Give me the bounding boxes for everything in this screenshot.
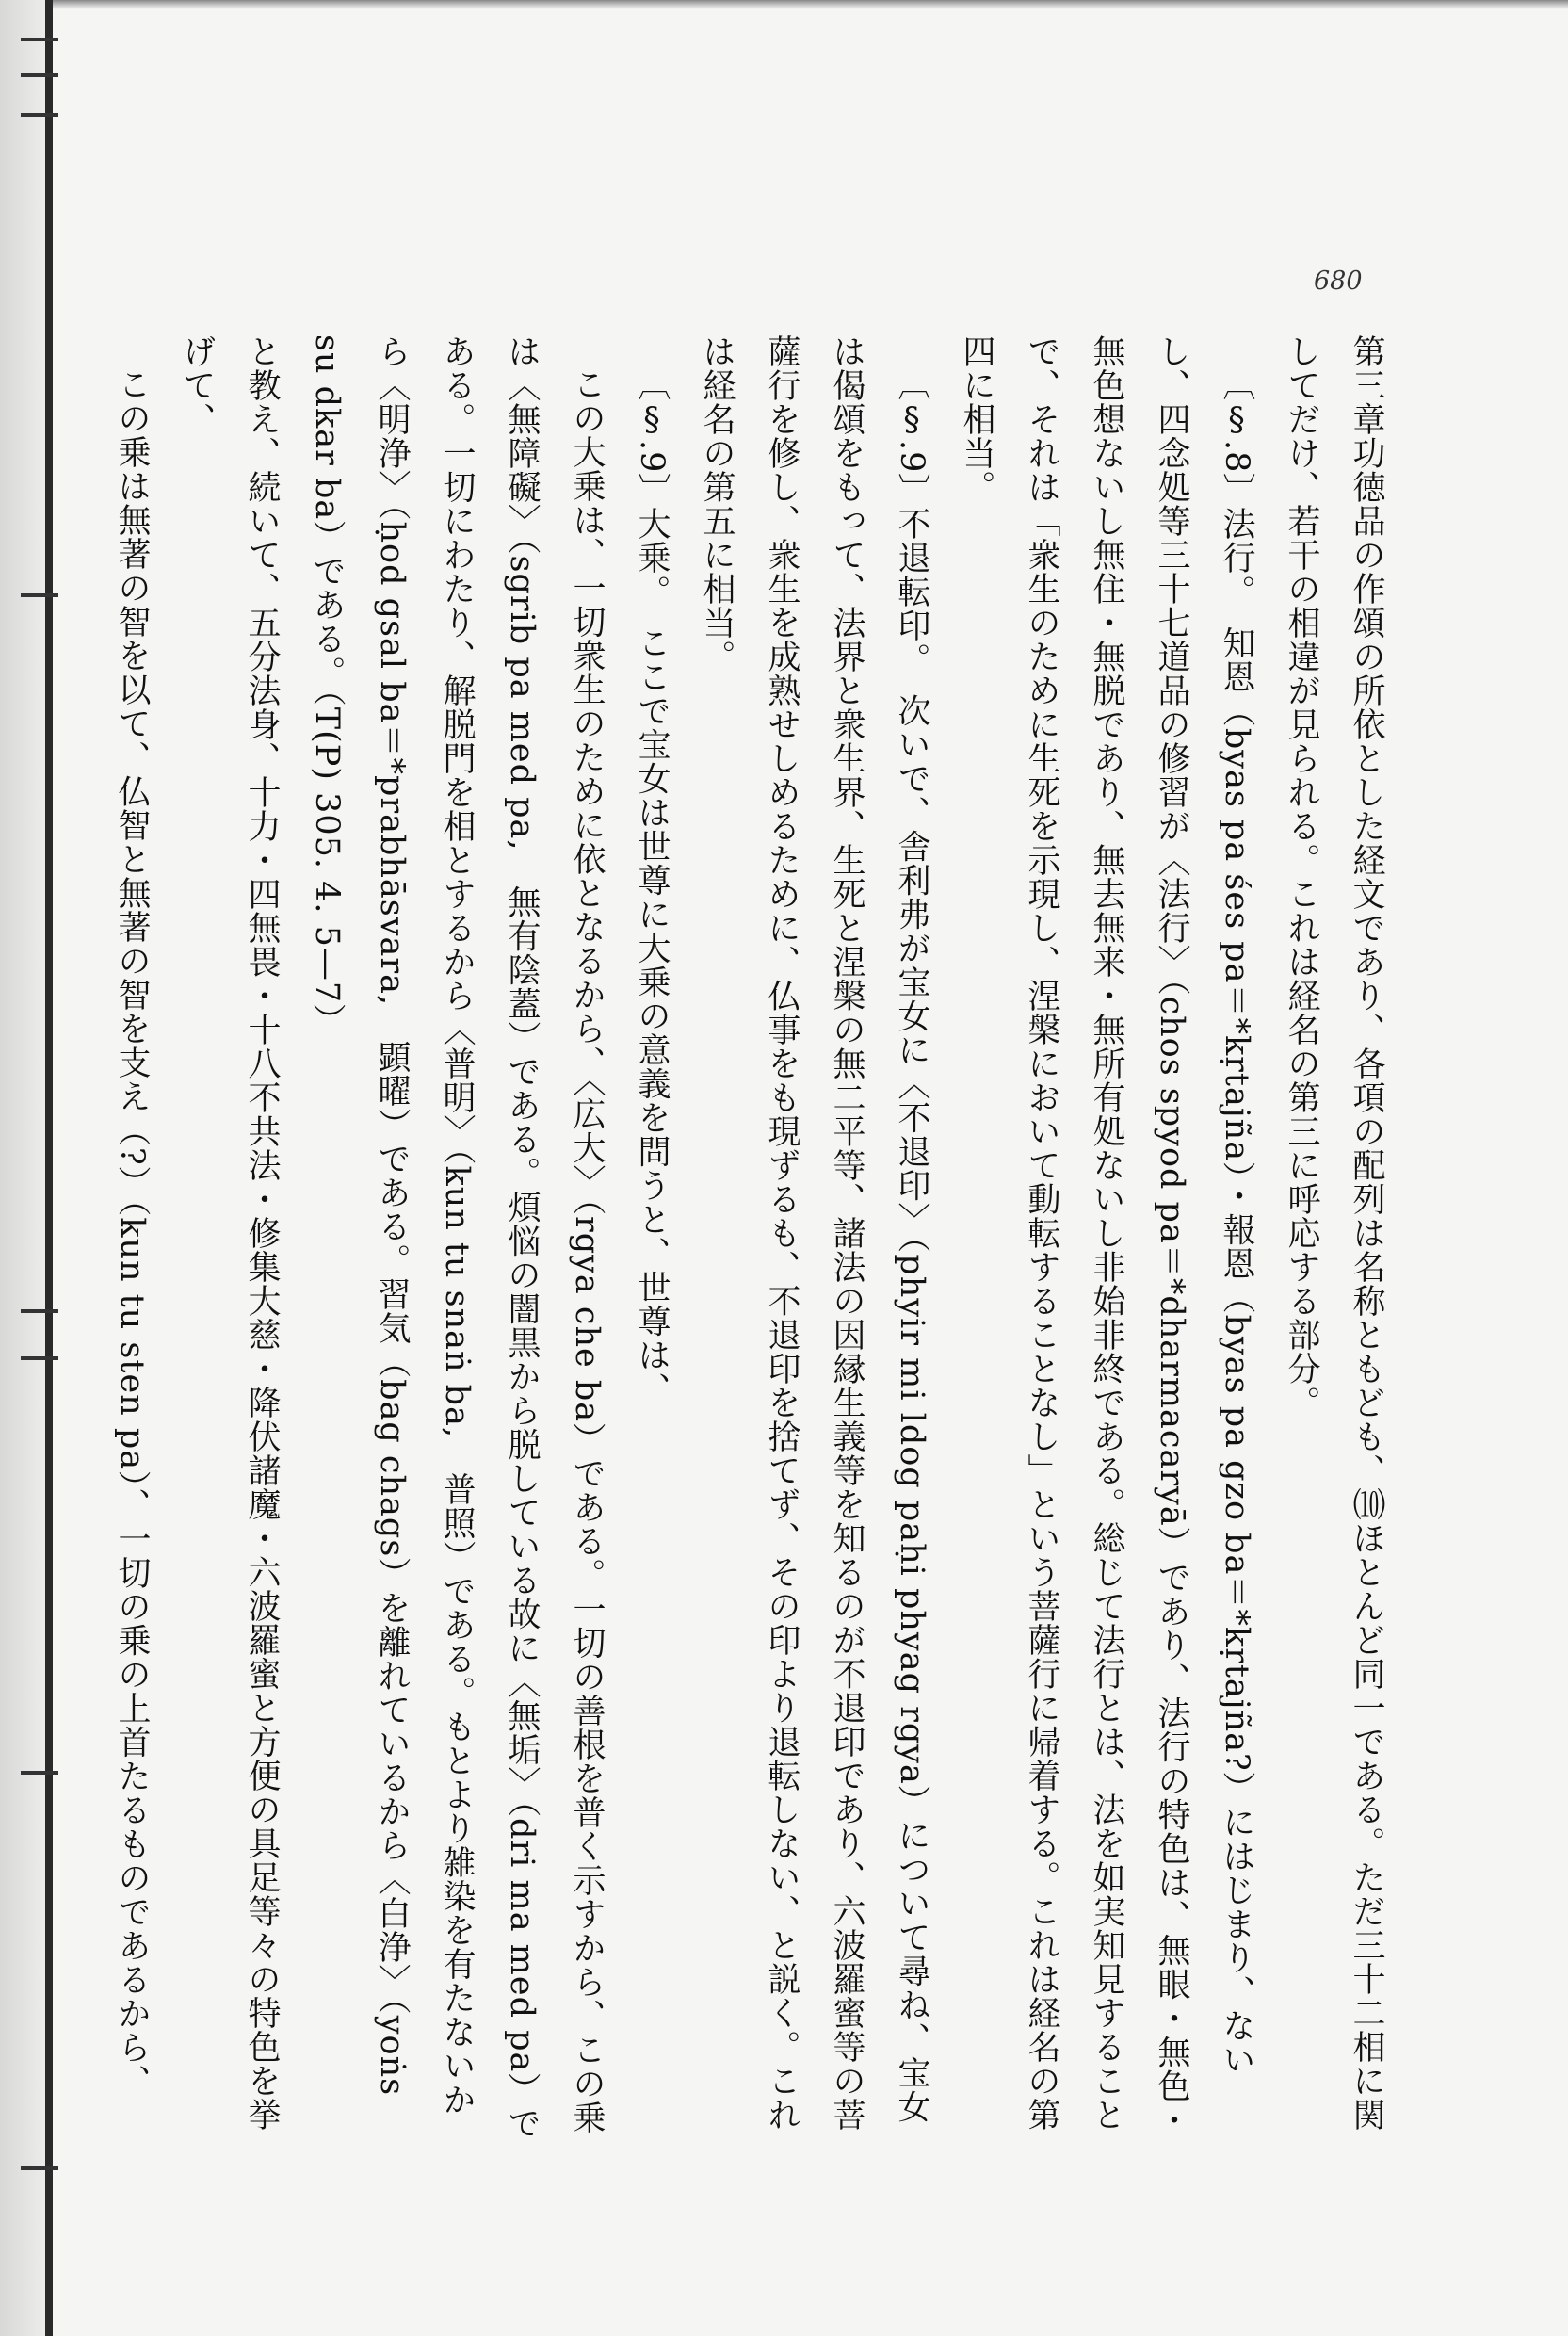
paragraph-mahayana-heading: 〔§.9〕大乗。 ここで宝女は世尊に大乗の意義を問うと、世尊は、 [633,367,671,1406]
binding-line [45,0,53,2336]
paragraph-unattached-wisdom: この乗は無著の智を以て、仏智と無著の智を支え（?）（kun tu sten pa）、一切の乗の上首たるものであるから、 [113,367,151,2099]
page-number: 680 [1314,267,1363,296]
binding-tick [21,593,58,597]
vertical-body-text [99,334,1398,2143]
scan-top-edge [0,0,1568,9]
binding-tick [21,73,58,77]
binding-tick [21,1309,58,1313]
binding-tick [21,113,58,117]
binding-tick [21,1356,58,1360]
paragraph-continued: 第三章功徳品の作頌の所依とした経文であり、各項の配列は名称ともども、⑽ほとんど同一である。ただ三十二相に関してだけ、若干の相違が見られる。これは経名の第三に呼応する部分。 [1283,334,1385,2132]
binding-tick [21,38,58,41]
paragraph-mahayana-quote: この大乗は、一切衆生のために依となるから、〈広大〉（rgya che ba）である。一切の善根を普く示すから、この乗は〈無障礙〉（sgrib pa med pa, 無有陰蓋）である。煩悩の闇黒から脱している故に〈無垢〉（dri ma med pa）である。一切にわたり、解脱門を相とするから〈普明〉（kun tu snaṅ ba, 普照）である。もとより雑染を有たないから〈明浄〉（ḥod gsal ba＝*prabhāsvara, 顕曜）である。習気（bag chags）を離れているから〈白浄〉（yoṅs su dkar ba）である。（T(P) 305. 4. 5—7） [308,334,606,2141]
paragraph-non-retrogression-seal: 〔§.9〕不退転印。 次いで、舎利弗が宝女に〈不退印〉（phyir mi ldog paḥi phyag rgya）について尋ね、宝女は偈頌をもって、法界と衆生界、生死と涅槃の無二平等、諸法の因縁生義等を知るのが不退印であり、六波羅蜜等の菩薩行を修し、衆生を成熟せしめるために、仏事をも現ずるも、不退印を捨てず、その印より退転しない、と説く。これは経名の第五に相当。 [698,334,930,2132]
binding-tick [21,2166,58,2170]
binding-tick [21,1771,58,1775]
paragraph-dharma-practice: 〔§.8〕法行。 知恩（byas pa śes pa＝*kṛtajña）・報恩（byas pa gzo ba＝*kṛtajña?）にはじまり、ないし、四念処等三十七道品の修習が〈法行〉（chos spyod pa＝*dharmacaryā）であり、法行の特色は、無眼・無色・無色想ないし無住・無脱であり、無去無来・無所有処ないし非始非終である。総じて法行とは、法を如実知見することで、それは「衆生のために生死を示現し、涅槃において動転することなし」という菩薩行に帰着する。これは経名の第四に相当。 [958,334,1255,2137]
book-binding-edge [0,0,66,2336]
binding-shadow [0,0,45,2336]
paragraph-continuation: と教え、続いて、五分法身、十力・四無畏・十八不共法・修集大慈・降伏諸魔・六波羅蜜と方便の具足等々の特色を挙げて、 [178,334,281,2132]
